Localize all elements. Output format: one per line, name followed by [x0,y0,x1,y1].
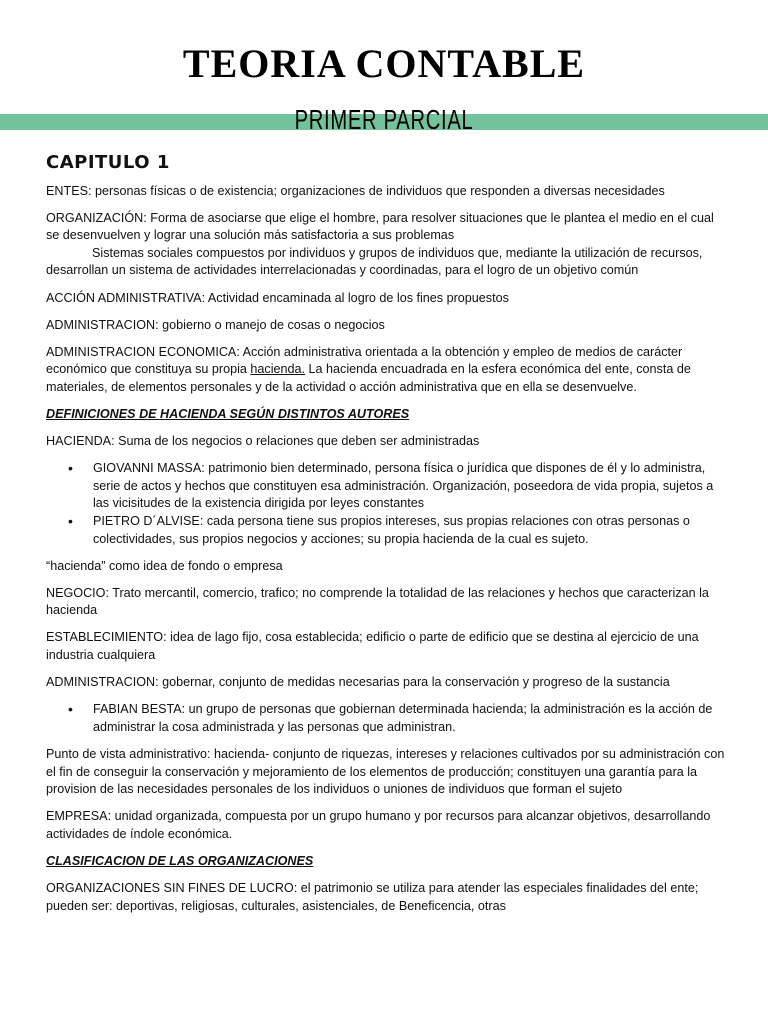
bullet-list-besta [46,701,726,736]
paragraph-sin-fines-de-lucro: ORGANIZACIONES SIN FINES DE LUCRO: el patrimonio se utiliza para atender las especiales finalidades del ente; pueden ser: deportivas, religiosas, culturales, asistenciales, de Beneficencia, otras [46,881,699,913]
document-subtitle: PRIMER PARCIAL [294,104,474,135]
section-heading-clasificacion: CLASIFICACION DE LAS ORGANIZACIONES [46,853,314,868]
document-title: TEORIA CONTABLE [182,41,586,86]
paragraph-punto-de-vista: Punto de vista administrativo: hacienda- conjunto de riquezas, intereses y relaciones cultivados por su administración con el fin de conseguir la conservación y mejoramiento de los elementos de producción; constituyen una garantía para la provision de las necesidades personales de los individuos o uniones de individuos que forman el sujeto [46,746,725,797]
paragraph-administracion: ADMINISTRACION: gobierno o manejo de cosas o negocios [46,317,385,332]
list-item: • GIOVANNI MASSA: patrimonio bien determinado, persona física o jurídica que dispones de él y lo administra, serie de actos y hechos que constituyen esa administración. Organización, poseedora de vida propia, sujetos a las vicisitudes de la existencia dirigida por leyes constantes [46,460,726,513]
hacienda-underlined: hacienda. [250,362,306,377]
paragraph-entes: ENTES: personas físicas o de existencia; organizaciones de individuos que responden a diversas necesidades [46,183,665,198]
paragraph-empresa: EMPRESA: unidad organizada, compuesta por un grupo humano y por recursos para alcanzar objetivos, desarrollando actividades de índole económica. [46,809,711,841]
text-span: La hacienda encuadrada en la esfera económica del ente, consta de materiales, de elementos personales y de la actividad o acción administrativa que en ella se desenvuelve. [46,362,691,394]
bullet-list-hacienda [46,460,726,548]
list-item: • FABIAN BESTA: un grupo de personas que gobiernan determinada hacienda; la administración es la acción de administrar la cosa administrada y las personas que administran. [46,701,726,736]
paragraph-accion: ACCIÓN ADMINISTRATIVA: Actividad encaminada al logro de los fines propuestos [46,290,509,305]
paragraph-sistemas: Sistemas sociales compuestos por individuos y grupos de individuos que, mediante la utilización de recursos, desarrollan un sistema de actividades interrelacionadas y coordinadas, para el logro de un objetivo común [46,245,703,278]
document-body [46,154,726,925]
list-item: • PIETRO D´ALVISE: cada persona tiene sus propios intereses, sus propias relaciones con otras personas o colectividades, sus propios negocios y acciones; su propia hacienda de la cual es sujeto. [46,513,726,548]
paragraph-idea: “hacienda” como idea de fondo o empresa [46,558,283,573]
paragraph-negocio: NEGOCIO: Trato mercantil, comercio, trafico; no comprende la totalidad de las relaciones y hechos que caracterizan la hacienda [46,585,709,618]
paragraph-administracion-2: ADMINISTRACION: gobernar, conjunto de medidas necesarias para la conservación y progreso de la sustancia [46,675,670,690]
paragraph-establecimiento: ESTABLECIMIENTO: idea de lago fijo, cosa establecida; edificio o parte de edificio que se destina al ejercicio de una industria cualquiera [46,630,699,663]
text-span: ADMINISTRACION ECONOMICA: Acción administrativa orientada a la obtención y empleo de medios de carácter económico que constituya su propia [46,344,683,377]
paragraph-hacienda: HACIENDA: Suma de los negocios o relaciones que deben ser administradas [46,434,480,449]
section-heading-definiciones: DEFINICIONES DE HACIENDA SEGÚN DISTINTOS AUTORES [46,407,410,422]
paragraph-organizacion: ORGANIZACIÓN: Forma de asociarse que elige el hombre, para resolver situaciones que le plantea el medio en el cual se desenvuelven y lograr una solución más satisfactoria a sus problemas [46,210,714,243]
chapter-heading: CAPITULO 1 [46,152,170,173]
paragraph-administracion-economica [46,344,726,397]
